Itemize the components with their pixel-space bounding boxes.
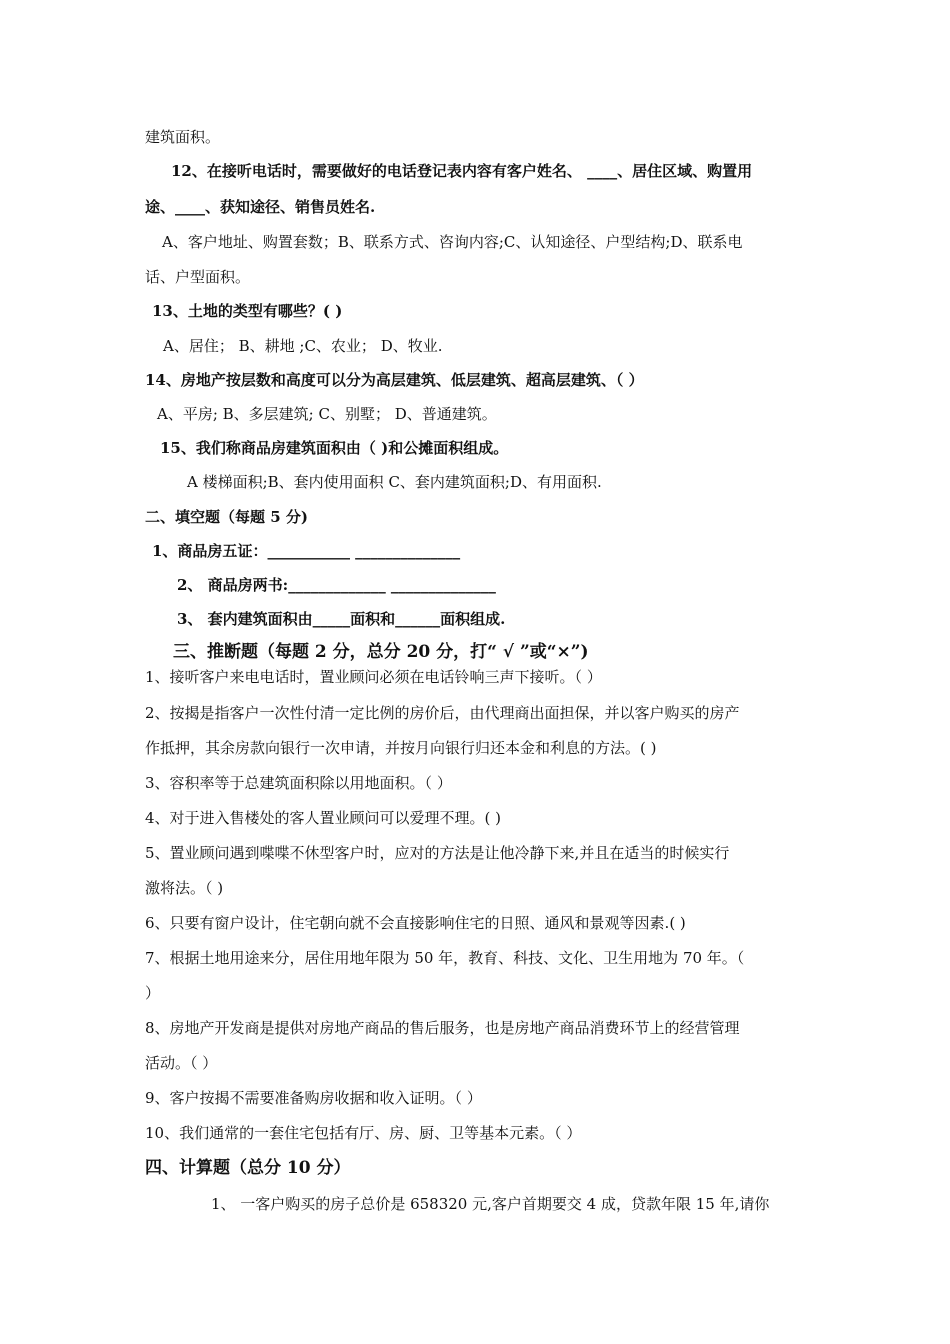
fill-in-section-heading: 二、填空题（每题 5 分) bbox=[145, 508, 308, 526]
judgment-item-2-line-1: 2、按揭是指客户一次性付清一定比例的房价后，由代理商出面担保，并以客户购买的房产 bbox=[145, 704, 740, 722]
judgment-item-6: 6、只要有窗户设计，住宅朝向就不会直接影响住宅的日照、通风和景观等因素.( ) bbox=[145, 914, 686, 932]
judgment-item-9: 9、客户按揭不需要准备购房收据和收入证明。（ ） bbox=[145, 1089, 482, 1107]
question-12-line-1: 12、在接听电话时，需要做好的电话登记表内容有客户姓名、 ____、居住区域、购置用 bbox=[171, 162, 753, 180]
judgment-item-5-line-2: 激将法。（ ) bbox=[145, 879, 224, 897]
judgment-item-3: 3、容积率等于总建筑面积除以用地面积。（ ） bbox=[145, 774, 452, 792]
judgment-item-8-line-1: 8、房地产开发商是提供对房地产商品的售后服务，也是房地产商品消费环节上的经营管理 bbox=[145, 1019, 740, 1037]
question-13: 13、土地的类型有哪些？( ) bbox=[152, 302, 343, 320]
judgment-item-2-line-2: 作抵押，其余房款向银行一次申请，并按月向银行归还本金和利息的方法。( ) bbox=[145, 739, 657, 757]
judgment-item-4: 4、对于进入售楼处的客人置业顾问可以爱理不理。( ) bbox=[145, 809, 502, 827]
question-14: 14、房地产按层数和高度可以分为高层建筑、低层建筑、超高层建筑、（ ） bbox=[145, 371, 644, 389]
judgment-section-heading: 三、推断题（每题 2 分，总分 20 分，打“ √ ”或“×”) bbox=[173, 642, 589, 662]
previous-question-continuation: 建筑面积。 bbox=[145, 128, 221, 146]
question-15-options: A 楼梯面积;B、套内使用面积 C、套内建筑面积;D、有用面积. bbox=[187, 473, 602, 491]
question-13-options: A、居住； B、耕地 ;C、农业； D、牧业. bbox=[163, 337, 443, 355]
question-12-options-line-2: 话、户型面积。 bbox=[145, 268, 251, 286]
judgment-item-7-line-2: ） bbox=[145, 984, 161, 1002]
judgment-item-8-line-2: 活动。（ ） bbox=[145, 1054, 218, 1072]
judgment-item-7-line-1: 7、根据土地用途来分，居住用地年限为 50 年，教育、科技、文化、卫生用地为 70 年。（ bbox=[145, 949, 745, 967]
question-15: 15、我们称商品房建筑面积由（ )和公摊面积组成。 bbox=[160, 439, 509, 457]
judgment-item-5-line-1: 5、置业顾问遇到喋喋不休型客户时，应对的方法是让他冷静下来,并且在适当的时候实行 bbox=[145, 844, 730, 862]
fill-in-question-2: 2、 商品房两书:_____________ ______________ bbox=[177, 576, 496, 594]
judgment-item-10: 10、我们通常的一套住宅包括有厅、房、厨、卫等基本元素。（ ） bbox=[145, 1124, 582, 1142]
fill-in-question-1: 1、商品房五证：___________ ______________ bbox=[152, 542, 461, 560]
calculation-section-heading: 四、计算题（总分 10 分） bbox=[145, 1158, 351, 1178]
question-12-options-line-1: A、客户地址、购置套数；B、联系方式、咨询内容;C、认知途径、户型结构;D、联系电 bbox=[162, 233, 743, 251]
calculation-question-1: 1、 一客户购买的房子总价是 658320 元,客户首期要交 4 成，贷款年限 15 年,请你 bbox=[211, 1195, 770, 1213]
judgment-item-1: 1、接听客户来电电话时，置业顾问必须在电话铃响三声下接听。（ ） bbox=[145, 668, 602, 686]
question-14-options: A、平房; B、多层建筑; C、别墅； D、普通建筑。 bbox=[157, 405, 497, 423]
fill-in-question-3: 3、 套内建筑面积由_____面积和______面积组成. bbox=[177, 610, 506, 628]
question-12-line-2: 途、____、获知途径、销售员姓名. bbox=[145, 198, 376, 216]
